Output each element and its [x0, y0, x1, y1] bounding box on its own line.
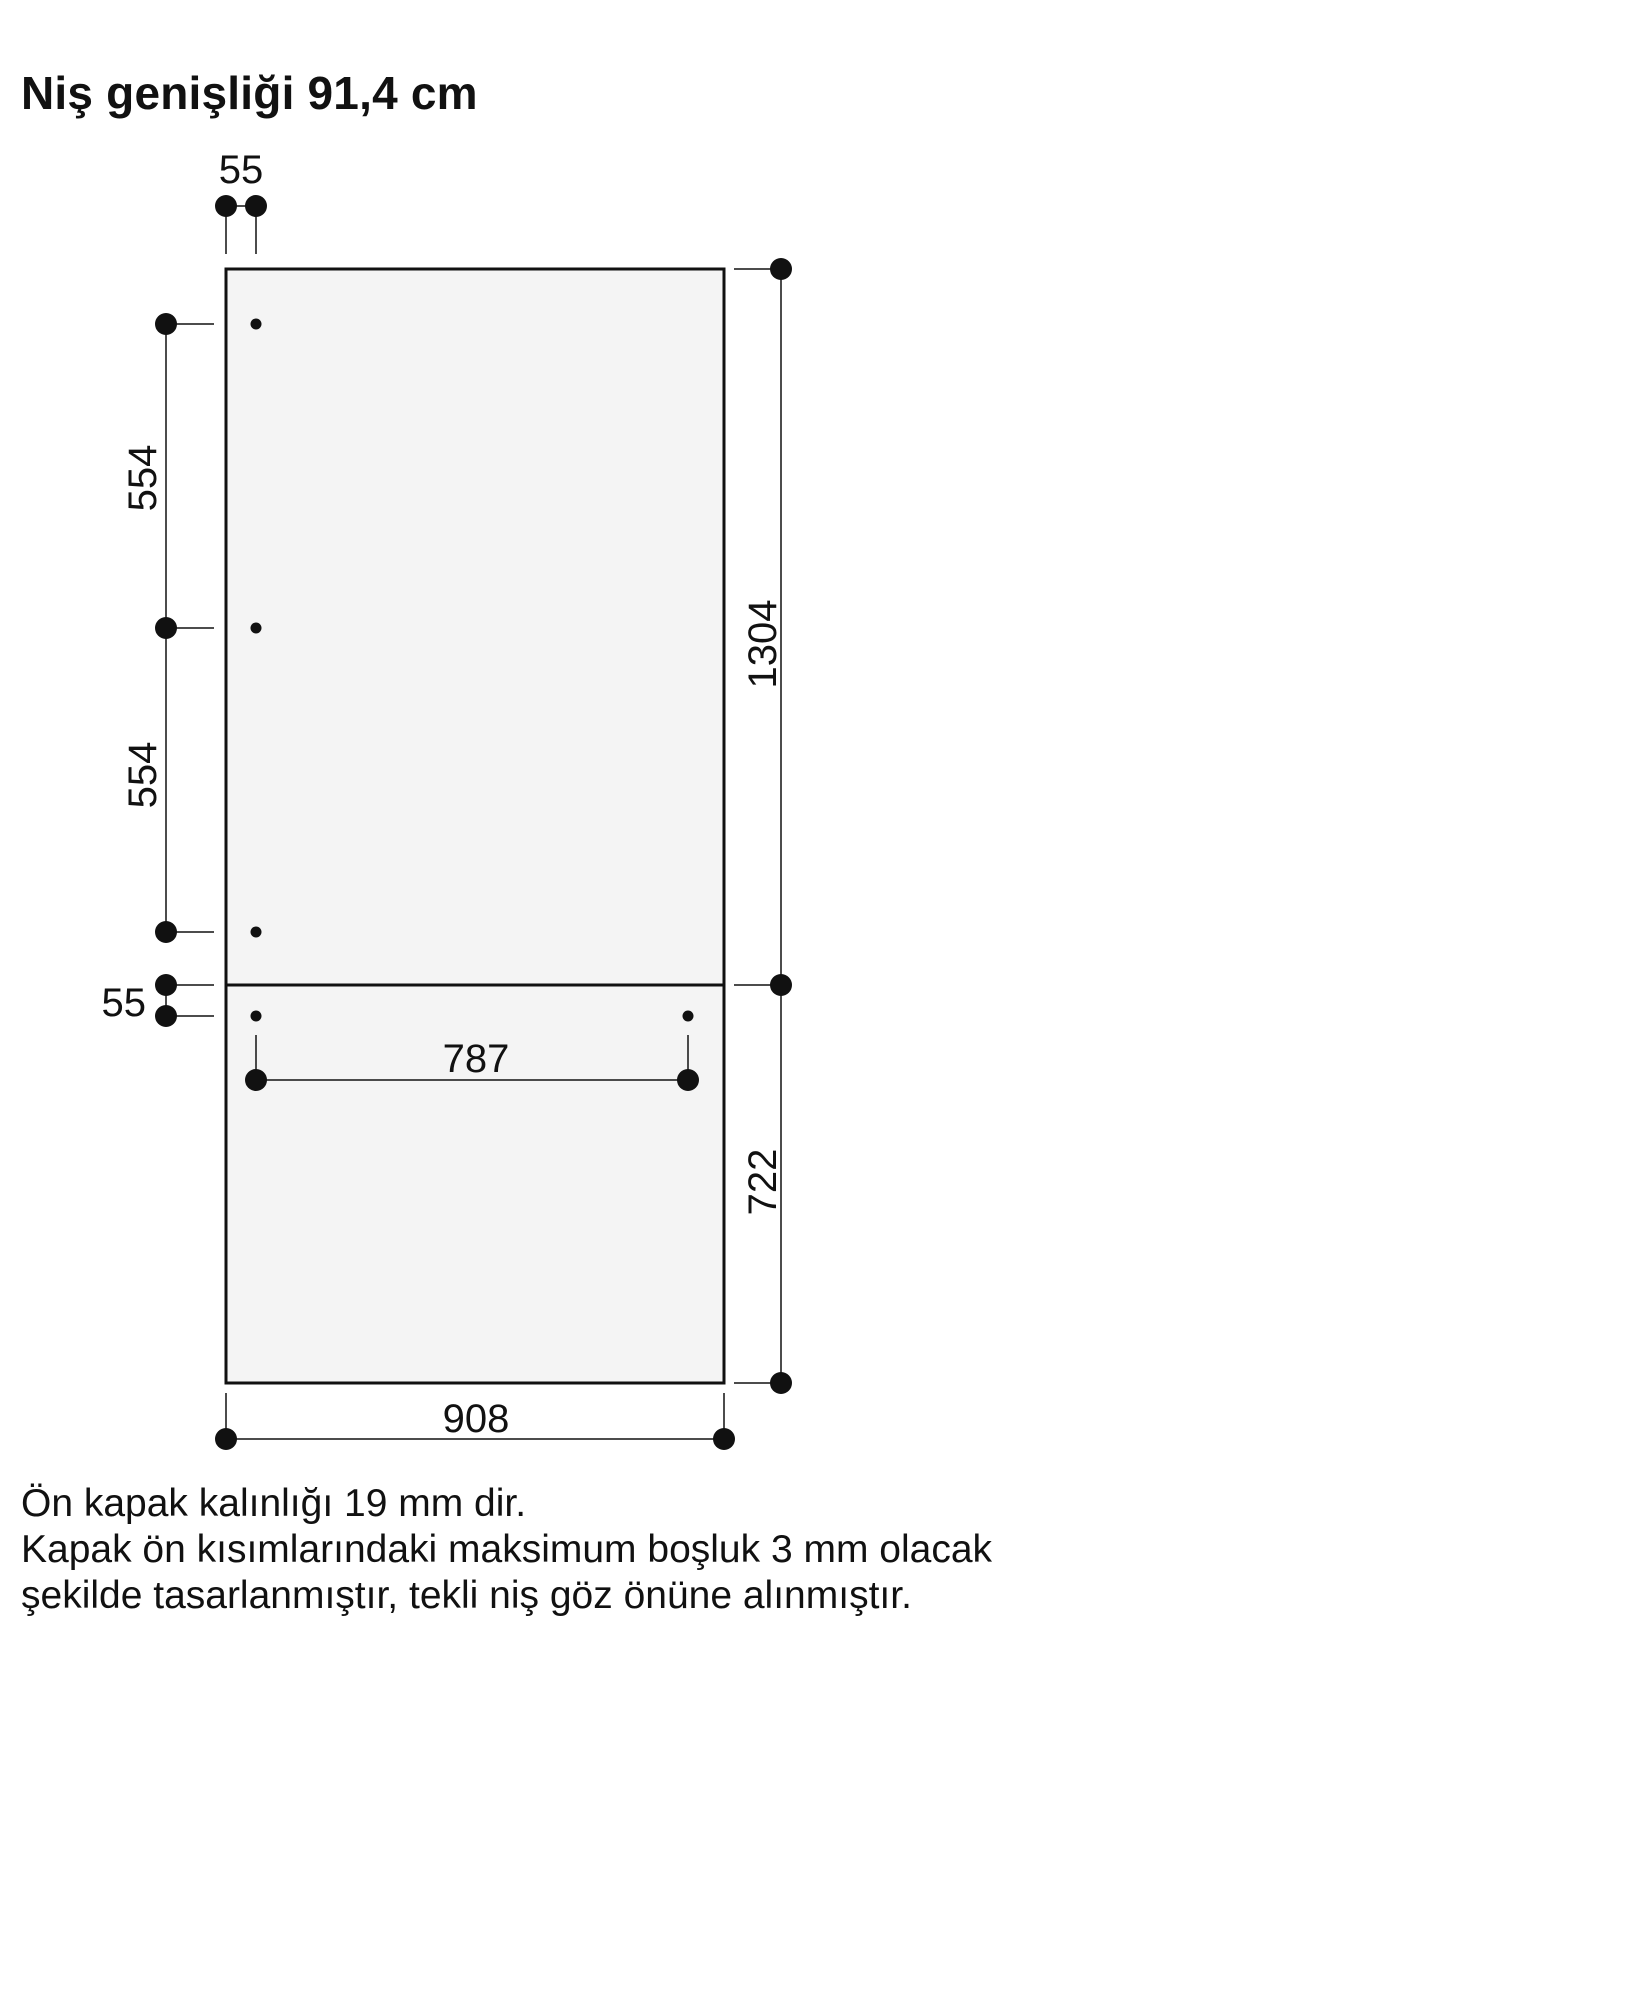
- lower-hole-spacing-label: 787: [442, 1037, 510, 1081]
- mounting-hole: [683, 1011, 694, 1022]
- note-line: Kapak ön kısımlarındaki maksimum boşluk 3 mm olacak: [21, 1528, 993, 1571]
- lower-panel-height-label: 722: [741, 1148, 785, 1216]
- panel-width-label: 908: [442, 1397, 510, 1441]
- upper-spacing-label-1: 554: [121, 444, 165, 512]
- mounting-hole: [251, 927, 262, 938]
- mounting-hole: [251, 623, 262, 634]
- notes: [21, 1481, 992, 1619]
- top-offset-dimension: [215, 195, 267, 254]
- upper-door-panel: [226, 269, 724, 985]
- page-title: Niş genişliği 91,4 cm: [21, 67, 478, 119]
- middle-offset-dimension: [155, 974, 214, 1027]
- note-line: şekilde tasarlanmıştır, tekli niş göz önüne alınmıştır.: [21, 1574, 912, 1617]
- upper-panel-height-label: 1304: [741, 599, 785, 689]
- mounting-hole: [251, 319, 262, 330]
- note-line: Ön kapak kalınlığı 19 mm dir.: [21, 1482, 527, 1525]
- right-height-dimension: [734, 258, 792, 1394]
- mounting-hole: [251, 1011, 262, 1022]
- top-offset-label: 55: [218, 148, 264, 192]
- middle-offset-label: 55: [101, 981, 146, 1025]
- left-spacing-dimension: [155, 313, 214, 943]
- upper-spacing-label-2: 554: [121, 741, 165, 809]
